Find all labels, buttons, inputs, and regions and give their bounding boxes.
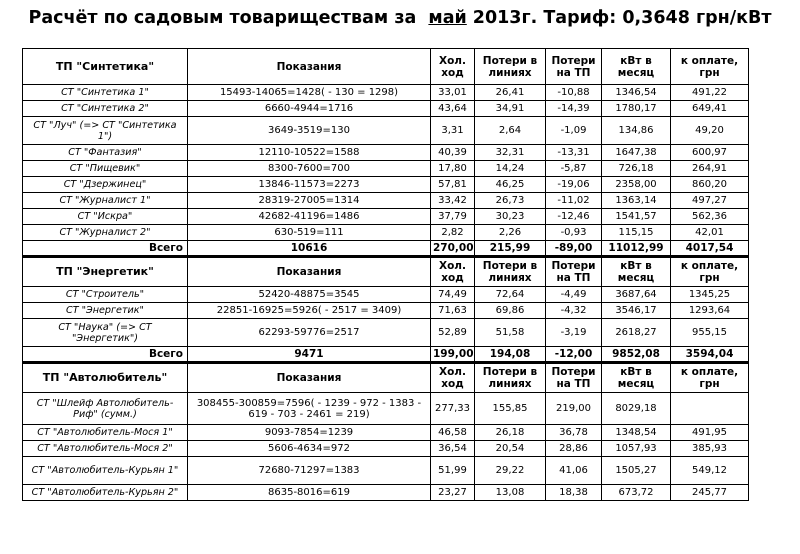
cell-value: 34,91 bbox=[475, 101, 546, 117]
cell-value: 1346,54 bbox=[602, 85, 671, 101]
cell-value: 6660-4944=1716 bbox=[188, 101, 431, 117]
cell-value: 74,49 bbox=[431, 287, 475, 303]
cell-value: 72680-71297=1383 bbox=[188, 457, 431, 485]
cell-value bbox=[671, 393, 749, 425]
total-label: Всего bbox=[23, 347, 188, 363]
total-value: 199,00 bbox=[431, 347, 475, 363]
table-row bbox=[23, 85, 749, 101]
cell-value: -13,31 bbox=[546, 145, 602, 161]
section-header bbox=[23, 257, 749, 287]
cell-value: 385,93 bbox=[671, 441, 749, 457]
table-row bbox=[23, 193, 749, 209]
column-header: к оплате, грн bbox=[671, 363, 749, 393]
cell-value: 3546,17 bbox=[602, 303, 671, 319]
cell-value: 649,41 bbox=[671, 101, 749, 117]
cell-value: 12110-10522=1588 bbox=[188, 145, 431, 161]
cell-value: 30,23 bbox=[475, 209, 546, 225]
cell-value: 41,06 bbox=[546, 457, 602, 485]
total-value: 215,99 bbox=[475, 241, 546, 257]
section-header bbox=[23, 49, 749, 85]
cell-value: -19,06 bbox=[546, 177, 602, 193]
cell-value: 57,81 bbox=[431, 177, 475, 193]
row-name: СТ "Наука" (=> СТ "Энергетик") bbox=[23, 319, 188, 347]
cell-value: 497,27 bbox=[671, 193, 749, 209]
cell-value: 51,99 bbox=[431, 457, 475, 485]
column-header: кВт в месяц bbox=[602, 49, 671, 85]
row-name: СТ "Дзержинец" bbox=[23, 177, 188, 193]
cell-value: 52,89 bbox=[431, 319, 475, 347]
cell-value: 8029,18 bbox=[602, 393, 671, 425]
total-row bbox=[23, 241, 749, 257]
column-header: Показания bbox=[188, 257, 431, 287]
column-header: к оплате, грн bbox=[671, 49, 749, 85]
cell-value: 22851-16925=5926( - 2517 = 3409) bbox=[188, 303, 431, 319]
row-name: СТ "Энергетик" bbox=[23, 303, 188, 319]
cell-value: 51,58 bbox=[475, 319, 546, 347]
cell-value: -0,93 bbox=[546, 225, 602, 241]
row-name: СТ "Пищевик" bbox=[23, 161, 188, 177]
cell-value: 2358,00 bbox=[602, 177, 671, 193]
column-header: Потери в линиях bbox=[475, 257, 546, 287]
cell-value: 600,97 bbox=[671, 145, 749, 161]
total-value: 9471 bbox=[188, 347, 431, 363]
cell-value: 2,64 bbox=[475, 117, 546, 145]
cell-value: -11,02 bbox=[546, 193, 602, 209]
column-header: Показания bbox=[188, 363, 431, 393]
cell-value: 20,54 bbox=[475, 441, 546, 457]
cell-value: 860,20 bbox=[671, 177, 749, 193]
row-name: СТ "Шлейф Автолюбитель-Риф" (сумм.) bbox=[23, 393, 188, 425]
cell-value: -12,46 bbox=[546, 209, 602, 225]
cell-value: 26,73 bbox=[475, 193, 546, 209]
cell-value: 1363,14 bbox=[602, 193, 671, 209]
total-value: 270,00 bbox=[431, 241, 475, 257]
row-name: СТ "Автолюбитель-Мося 2" bbox=[23, 441, 188, 457]
total-value: 3594,04 bbox=[671, 347, 749, 363]
cell-value: 5606-4634=972 bbox=[188, 441, 431, 457]
row-name: СТ "Журналист 1" bbox=[23, 193, 188, 209]
cell-value: 2618,27 bbox=[602, 319, 671, 347]
cell-value: 1505,27 bbox=[602, 457, 671, 485]
cell-value: 13,08 bbox=[475, 485, 546, 501]
row-name: СТ "Журналист 2" bbox=[23, 225, 188, 241]
total-value: -12,00 bbox=[546, 347, 602, 363]
cell-value: 13846-11573=2273 bbox=[188, 177, 431, 193]
cell-value: -5,87 bbox=[546, 161, 602, 177]
cell-value: 23,27 bbox=[431, 485, 475, 501]
table-row bbox=[23, 425, 749, 441]
column-header: Потери на ТП bbox=[546, 363, 602, 393]
cell-value: 36,78 bbox=[546, 425, 602, 441]
cell-value: -14,39 bbox=[546, 101, 602, 117]
cell-value: 115,15 bbox=[602, 225, 671, 241]
column-header: Потери в линиях bbox=[475, 49, 546, 85]
cell-value: 42,01 bbox=[671, 225, 749, 241]
cell-value: 1057,93 bbox=[602, 441, 671, 457]
section-name: ТП "Энергетик" bbox=[23, 257, 188, 287]
column-header: Хол. ход bbox=[431, 257, 475, 287]
cell-value: 562,36 bbox=[671, 209, 749, 225]
table-row bbox=[23, 161, 749, 177]
cell-value: 491,22 bbox=[671, 85, 749, 101]
cell-value: 15493-14065=1428( - 130 = 1298) bbox=[188, 85, 431, 101]
table-row bbox=[23, 287, 749, 303]
column-header: к оплате, грн bbox=[671, 257, 749, 287]
table-row bbox=[23, 101, 749, 117]
table-row bbox=[23, 441, 749, 457]
cell-value: 33,42 bbox=[431, 193, 475, 209]
cell-value: 33,01 bbox=[431, 85, 475, 101]
cell-value: 155,85 bbox=[475, 393, 546, 425]
cell-value: 71,63 bbox=[431, 303, 475, 319]
cell-value: 219,00 bbox=[546, 393, 602, 425]
cell-value: 673,72 bbox=[602, 485, 671, 501]
total-value: 9852,08 bbox=[602, 347, 671, 363]
cell-value: 26,18 bbox=[475, 425, 546, 441]
row-name: СТ "Синтетика 2" bbox=[23, 101, 188, 117]
cell-value: -1,09 bbox=[546, 117, 602, 145]
table-row bbox=[23, 485, 749, 501]
column-header: Потери на ТП bbox=[546, 49, 602, 85]
cell-value: 18,38 bbox=[546, 485, 602, 501]
cell-value: 1647,38 bbox=[602, 145, 671, 161]
table-row bbox=[23, 177, 749, 193]
table-row bbox=[23, 319, 749, 347]
total-value: 4017,54 bbox=[671, 241, 749, 257]
total-value: -89,00 bbox=[546, 241, 602, 257]
table-row bbox=[23, 393, 749, 425]
cell-value: 277,33 bbox=[431, 393, 475, 425]
report-title bbox=[0, 8, 800, 28]
cell-value: 52420-48875=3545 bbox=[188, 287, 431, 303]
cell-value: 726,18 bbox=[602, 161, 671, 177]
cell-value: 8300-7600=700 bbox=[188, 161, 431, 177]
table-row bbox=[23, 209, 749, 225]
cell-value: 245,77 bbox=[671, 485, 749, 501]
cell-value: 9093-7854=1239 bbox=[188, 425, 431, 441]
cell-value: 14,24 bbox=[475, 161, 546, 177]
title-month: май bbox=[428, 8, 467, 28]
cell-value: 1541,57 bbox=[602, 209, 671, 225]
row-name: СТ "Автолюбитель-Курьян 2" bbox=[23, 485, 188, 501]
cell-value: 1293,64 bbox=[671, 303, 749, 319]
cell-value: 28319-27005=1314 bbox=[188, 193, 431, 209]
column-header: Потери в линиях bbox=[475, 363, 546, 393]
cell-value: 134,86 bbox=[602, 117, 671, 145]
row-name: СТ "Фантазия" bbox=[23, 145, 188, 161]
cell-value: 1348,54 bbox=[602, 425, 671, 441]
table-row bbox=[23, 457, 749, 485]
cell-value: 32,31 bbox=[475, 145, 546, 161]
section-name: ТП "Автолюбитель" bbox=[23, 363, 188, 393]
total-value: 11012,99 bbox=[602, 241, 671, 257]
cell-value: 29,22 bbox=[475, 457, 546, 485]
row-name: СТ "Луч" (=> СТ "Синтетика 1") bbox=[23, 117, 188, 145]
cell-value: 28,86 bbox=[546, 441, 602, 457]
title-suffix: 2013г. Тариф: 0,3648 грн/кВт bbox=[472, 8, 772, 28]
cell-value: 43,64 bbox=[431, 101, 475, 117]
total-value: 10616 bbox=[188, 241, 431, 257]
cell-value: -4,32 bbox=[546, 303, 602, 319]
cell-value: 3649-3519=130 bbox=[188, 117, 431, 145]
cell-value: 69,86 bbox=[475, 303, 546, 319]
cell-value: -3,19 bbox=[546, 319, 602, 347]
cell-value: 40,39 bbox=[431, 145, 475, 161]
cell-value: 72,64 bbox=[475, 287, 546, 303]
cell-value: 49,20 bbox=[671, 117, 749, 145]
column-header: кВт в месяц bbox=[602, 257, 671, 287]
total-label: Всего bbox=[23, 241, 188, 257]
column-header: Потери на ТП bbox=[546, 257, 602, 287]
title-prefix: Расчёт по садовым товариществам за bbox=[28, 8, 417, 28]
cell-value: 62293-59776=2517 bbox=[188, 319, 431, 347]
column-header: Хол. ход bbox=[431, 49, 475, 85]
row-name: СТ "Строитель" bbox=[23, 287, 188, 303]
cell-value: -10,88 bbox=[546, 85, 602, 101]
cell-value: 17,80 bbox=[431, 161, 475, 177]
cell-value: 491,95 bbox=[671, 425, 749, 441]
cell-value: 3687,64 bbox=[602, 287, 671, 303]
cell-value: 264,91 bbox=[671, 161, 749, 177]
cell-value: 42682-41196=1486 bbox=[188, 209, 431, 225]
total-value: 194,08 bbox=[475, 347, 546, 363]
cell-value: 46,25 bbox=[475, 177, 546, 193]
row-name: СТ "Искра" bbox=[23, 209, 188, 225]
cell-value: 37,79 bbox=[431, 209, 475, 225]
cell-value: 308455-300859=7596( - 1239 - 972 - 1383 - 619 - 703 - 2461 = 219) bbox=[188, 393, 431, 425]
cell-value: 3,31 bbox=[431, 117, 475, 145]
column-header: Хол. ход bbox=[431, 363, 475, 393]
cell-value: 26,41 bbox=[475, 85, 546, 101]
cell-value: 2,26 bbox=[475, 225, 546, 241]
cell-value: 1780,17 bbox=[602, 101, 671, 117]
table-row bbox=[23, 145, 749, 161]
cell-value: 955,15 bbox=[671, 319, 749, 347]
table-row bbox=[23, 117, 749, 145]
cell-value: 549,12 bbox=[671, 457, 749, 485]
row-name: СТ "Автолюбитель-Курьян 1" bbox=[23, 457, 188, 485]
cell-value: 46,58 bbox=[431, 425, 475, 441]
cell-value: 630-519=111 bbox=[188, 225, 431, 241]
total-row bbox=[23, 347, 749, 363]
cell-value: 36,54 bbox=[431, 441, 475, 457]
row-name: СТ "Синтетика 1" bbox=[23, 85, 188, 101]
column-header: кВт в месяц bbox=[602, 363, 671, 393]
cell-value: 1345,25 bbox=[671, 287, 749, 303]
table-row bbox=[23, 303, 749, 319]
cell-value: 2,82 bbox=[431, 225, 475, 241]
billing-table bbox=[22, 48, 749, 501]
table-row bbox=[23, 225, 749, 241]
row-name: СТ "Автолюбитель-Мося 1" bbox=[23, 425, 188, 441]
cell-value: 8635-8016=619 bbox=[188, 485, 431, 501]
cell-value: -4,49 bbox=[546, 287, 602, 303]
section-header bbox=[23, 363, 749, 393]
column-header: Показания bbox=[188, 49, 431, 85]
section-name: ТП "Синтетика" bbox=[23, 49, 188, 85]
